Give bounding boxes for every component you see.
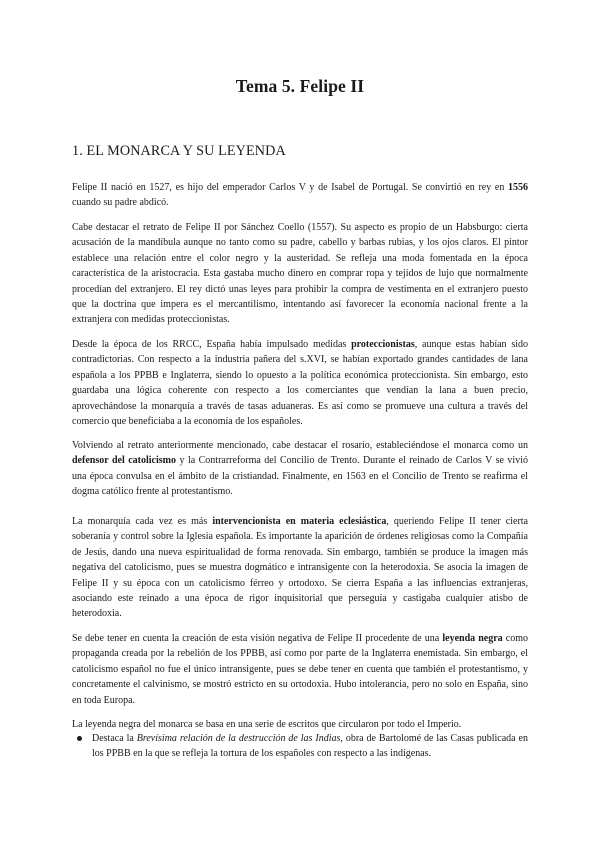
bold-text: 1556 bbox=[508, 182, 528, 193]
paragraph-text: Se debe tener en cuenta la creación de esta visión negativa de Felipe II procedente de una bbox=[72, 633, 443, 644]
paragraph-text: Volviendo al retrato anteriormente mencionado, cabe destacar el rosario, estableciéndose el monarca como un bbox=[72, 440, 528, 451]
document-title: Tema 5. Felipe II bbox=[235, 76, 365, 96]
paragraph-black-legend bbox=[72, 631, 528, 708]
paragraph-text: y la Contrarreforma del Concilio de Trento. Durante el reinado de Carlos V se vivió una época convulsa en el ámbito de la cristiandad. Finalmente, en 1563 en el Concilio de Trento se reafirma el dogma católico frente al protestantismo. bbox=[72, 455, 528, 498]
bold-text: leyenda negra bbox=[442, 633, 503, 644]
paragraph-text: , aunque estas habían sido contradictorias. Con respecto a la industria pañera del s.XVI, se habían exportado grandes cantidades de lana española a los PPBB e Inglaterra, siendo lo opuesto a la política económica proteccionista. Sin embargo, esto guardaba una lógica coherente con respecto a los comerciantes que vendían la lana a buen precio, aprovechándose la monarquía a través de tasas aduaneras. Es así como se promueve una cultura a través del comercio que beneficiaba a la economía de los españoles. bbox=[72, 339, 528, 428]
paragraph-text: como propaganda creada por la rebelión de los PPBB, así como por parte de la Inglaterra enemistada. Sin embargo, el catolicismo español no fue el único intransigente, pues se debe tener en cuenta que también el protestantismo, y concretamente el calvinismo, se mostró estricto en su ortodoxia. Hubo intolerancia, pero no solo en España, sino en toda Europa. bbox=[72, 633, 529, 706]
paragraph-interventionism bbox=[72, 514, 528, 622]
bold-text: intervencionista en materia eclesiástica bbox=[212, 516, 387, 527]
paragraph-text: Felipe II nació en 1527, es hijo del emperador Carlos V y de Isabel de Portugal. Se convirtió en rey en bbox=[72, 182, 508, 193]
paragraph-text: , obra de Bartolomé de las Casas publicada en los PPBB en la que se refleja la tortura de los españoles con respecto a las indígenas. bbox=[92, 733, 528, 760]
paragraph-text: Desde la época de los RRCC, España había impulsado medidas bbox=[72, 339, 352, 350]
list-item bbox=[92, 731, 528, 762]
paragraph-text: cuando su padre abdicó. bbox=[72, 197, 169, 209]
paragraph-text: La monarquía cada vez es más bbox=[72, 516, 213, 527]
bold-text: defensor del catolicismo bbox=[72, 455, 176, 467]
paragraph-text: , queriendo Felipe II tener cierta soberanía y control sobre la Iglesia española. Es importante la aparición de órdenes religiosas como la Compañía de Jesús, dando una nueva espiritualidad de forma renovada. Sin embargo, también se produce la imagen más negativa del catolicismo, pues se muestra dogmático e intransigente con la heterodoxia. Se asocia la imagen de Felipe II y su época con un catolicismo férreo y ortodoxo. Se cierra España a las influencias extranjeras, asociando este reinado a una época de rigor inquisitorial que perseguía y castigaba cualquier atisbo de heterodoxia. bbox=[72, 516, 528, 620]
paragraph-birth bbox=[72, 180, 528, 211]
section-heading: 1. EL MONARCA Y SU LEYENDA bbox=[72, 143, 286, 159]
paragraph-protectionism bbox=[72, 337, 528, 429]
paragraph-writings: La leyenda negra del monarca se basa en una serie de escritos que circularon por todo el Imperio. bbox=[72, 719, 462, 730]
bold-text: proteccionistas bbox=[351, 339, 415, 350]
paragraph-text: Destaca la bbox=[92, 733, 137, 744]
italic-title: Brevísima relación de la destrucción de las Indias bbox=[136, 733, 341, 744]
paragraph-portrait: Cabe destacar el retrato de Felipe II por Sánchez Coello (1557). Su aspecto es propio de un Habsburgo: cierta acusación de la mandíbula aunque no tanto como su padre, cabello y barbas rubias, y los ojos claros. El pintor establece una relación entre el color negro y la austeridad. Se refleja una moda fomentada en la época característica de la aristocracia. Esta gastaba mucho dinero en comprar ropa y tejidos de lujo que normalmente procedían del extranjero. El rey dictó unas leyes para prohibir la compra de vestimenta en el extranjero puesto que la doctrina que impera es el mercantilismo, intentando así favorecer la economía nacional frente a la extranjera con medidas proteccionistas. bbox=[72, 222, 528, 326]
paragraph-catholicism bbox=[72, 438, 528, 500]
bullet-icon bbox=[77, 736, 82, 741]
